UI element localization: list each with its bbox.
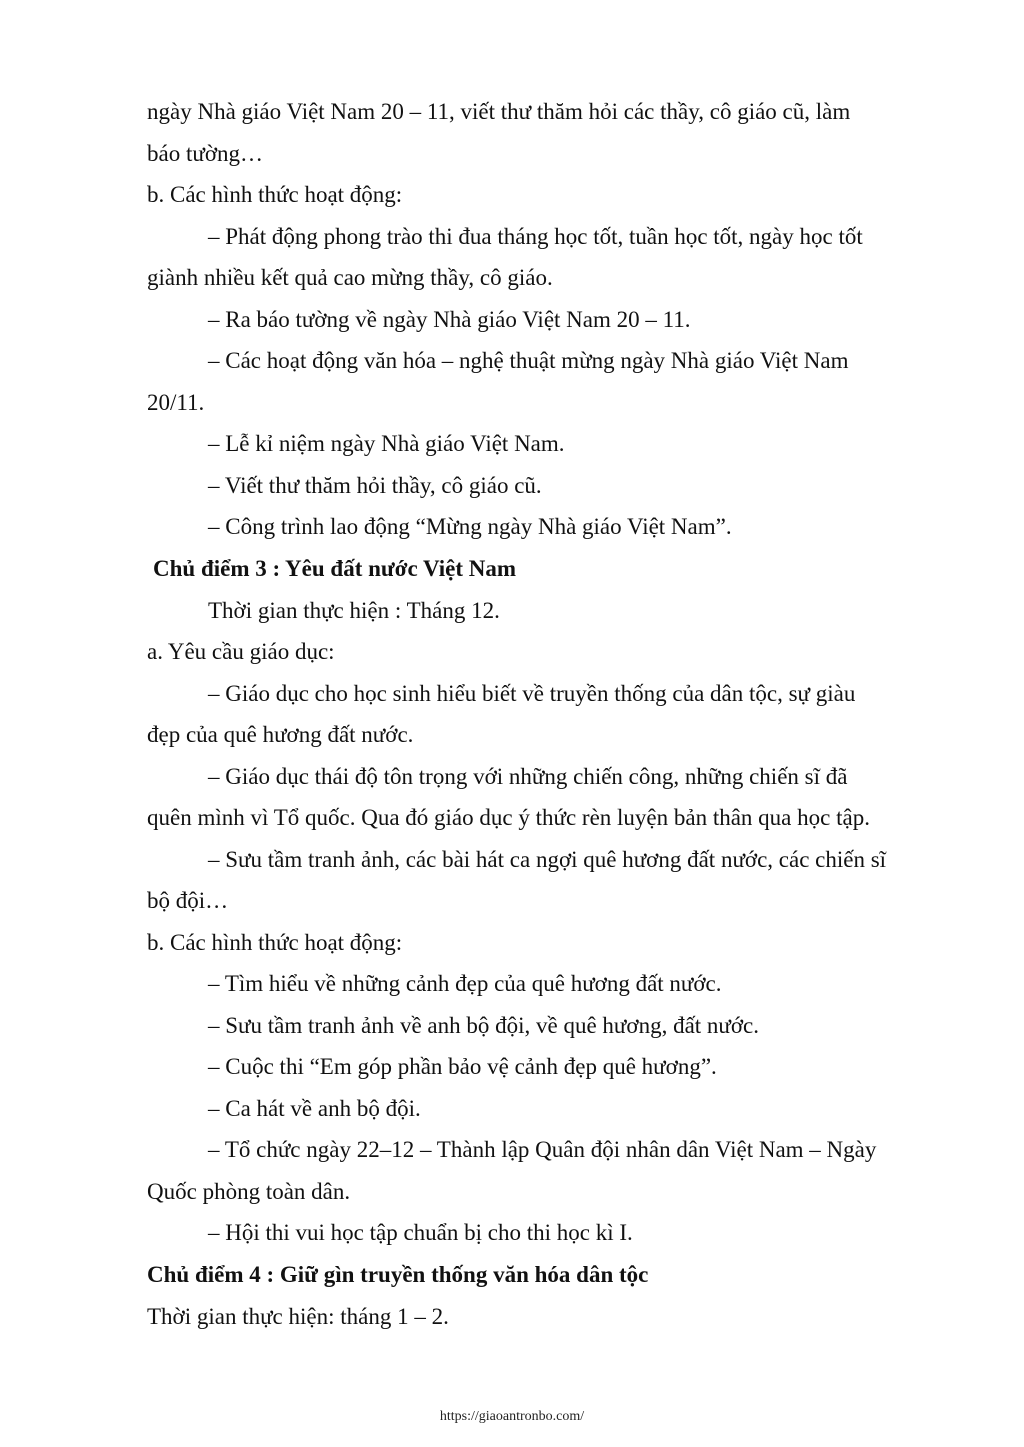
bullet-item: – Giáo dục thái độ tôn trọng với những chiến công, những chiến sĩ đã: [208, 764, 848, 789]
bullet-item: – Các hoạt động văn hóa – nghệ thuật mừng ngày Nhà giáo Việt Nam: [208, 348, 849, 373]
bullet-item: – Ca hát về anh bộ đội.: [208, 1096, 421, 1121]
bullet-item: – Hội thi vui học tập chuẩn bị cho thi học kì I.: [208, 1220, 633, 1245]
bullet-item: – Lễ kỉ niệm ngày Nhà giáo Việt Nam.: [208, 431, 565, 456]
bullet-item: – Cuộc thi “Em góp phần bảo vệ cảnh đẹp quê hương”.: [208, 1054, 717, 1079]
section-heading: b. Các hình thức hoạt động:: [147, 182, 403, 207]
bullet-item: – Sưu tầm tranh ảnh, các bài hát ca ngợi quê hương đất nước, các chiến sĩ: [208, 847, 887, 872]
text-line: đẹp của quê hương đất nước.: [147, 722, 414, 747]
text-line: ngày Nhà giáo Việt Nam 20 – 11, viết thư thăm hỏi các thầy, cô giáo cũ, làm: [147, 99, 851, 124]
bullet-item: – Tổ chức ngày 22–12 – Thành lập Quân đội nhân dân Việt Nam – Ngày: [208, 1137, 877, 1162]
bullet-item: – Giáo dục cho học sinh hiểu biết về truyền thống của dân tộc, sự giàu: [208, 681, 856, 706]
text-line: giành nhiều kết quả cao mừng thầy, cô giáo.: [147, 265, 553, 290]
section-heading: b. Các hình thức hoạt động:: [147, 930, 403, 955]
topic-heading: Chủ điểm 4 : Giữ gìn truyền thống văn hóa dân tộc: [147, 1262, 649, 1287]
text-line: Quốc phòng toàn dân.: [147, 1179, 351, 1204]
bullet-item: – Sưu tầm tranh ảnh về anh bộ đội, về quê hương, đất nước.: [208, 1013, 760, 1038]
topic-heading: Chủ điểm 3 : Yêu đất nước Việt Nam: [153, 556, 517, 581]
text-line: 20/11.: [147, 390, 205, 415]
text-line: bộ đội…: [147, 888, 229, 913]
bullet-item: – Phát động phong trào thi đua tháng học tốt, tuần học tốt, ngày học tốt: [208, 224, 863, 249]
bullet-item: – Ra báo tường về ngày Nhà giáo Việt Nam 20 – 11.: [208, 307, 691, 332]
footer-url[interactable]: https://giaoantronbo.com/: [439, 1409, 585, 1424]
time-line: Thời gian thực hiện: tháng 1 – 2.: [147, 1304, 449, 1329]
bullet-item: – Viết thư thăm hỏi thầy, cô giáo cũ.: [208, 473, 542, 498]
text-line: báo tường…: [147, 141, 263, 166]
time-line: Thời gian thực hiện : Tháng 12.: [208, 598, 500, 623]
bullet-item: – Tìm hiểu về những cảnh đẹp của quê hương đất nước.: [208, 971, 722, 996]
bullet-item: – Công trình lao động “Mừng ngày Nhà giáo Việt Nam”.: [208, 514, 732, 539]
section-heading: a. Yêu cầu giáo dục:: [147, 639, 335, 664]
text-line: quên mình vì Tổ quốc. Qua đó giáo dục ý thức rèn luyện bản thân qua học tập.: [147, 805, 870, 830]
